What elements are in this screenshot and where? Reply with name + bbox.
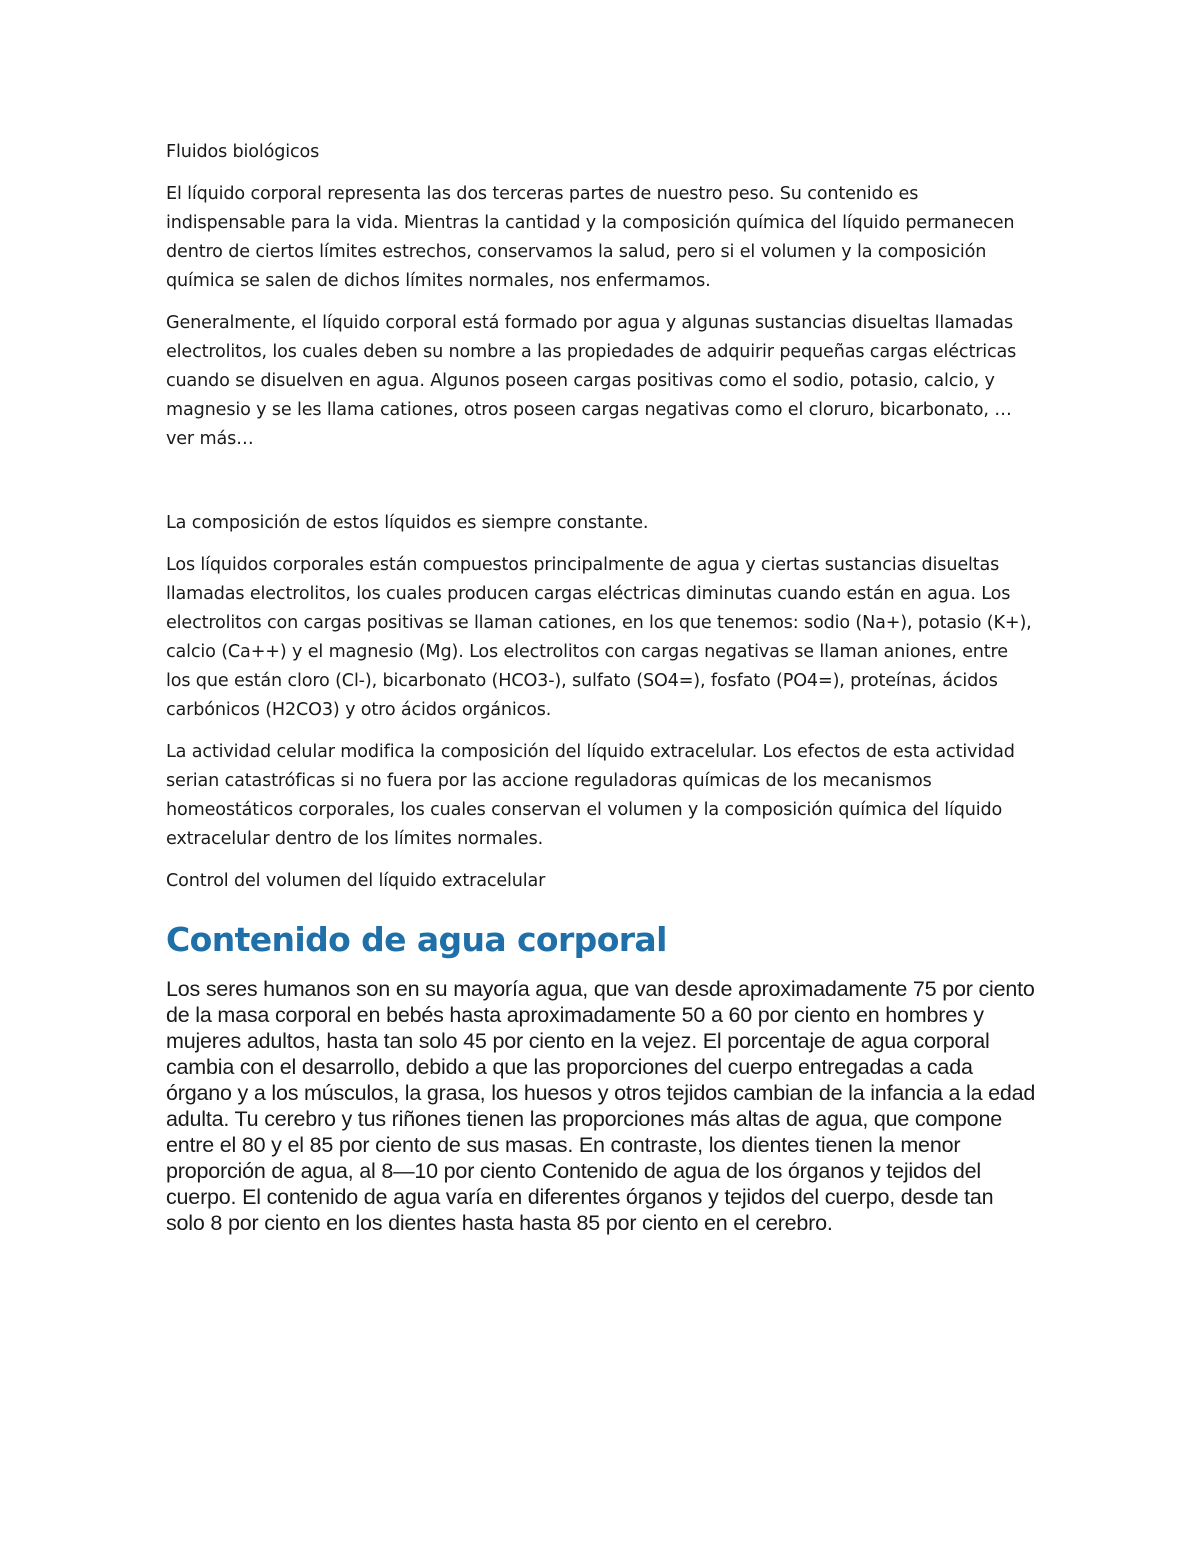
document-title: Fluidos biológicos <box>166 142 320 162</box>
paragraph: La actividad celular modifica la composición del líquido extracelular. Los efectos de esta actividad serian catastróficas si no fuera por las accione reguladoras químicas de los mecanismos homeostáticos corporales, los cuales conservan el volumen y la composición química del líquido extracelular dentro de los límites normales. <box>166 742 1015 849</box>
paragraph: Control del volumen del líquido extracelular <box>166 871 546 891</box>
paragraph: La composición de estos líquidos es siempre constante. <box>166 513 649 533</box>
section-heading: Contenido de agua corporal <box>166 920 667 959</box>
document-page <box>166 138 1036 1236</box>
paragraph: El líquido corporal representa las dos terceras partes de nuestro peso. Su contenido es indispensable para la vida. Mientras la cantidad y la composición química del líquido permanecen dentro de ciertos límites estrechos, conservamos la salud, pero si el volumen y la composición química se salen de dichos límites normales, nos enfermamos. <box>166 184 1015 291</box>
paragraph: Generalmente, el líquido corporal está formado por agua y algunas sustancias disueltas llamadas electrolitos, los cuales deben su nombre a las propiedades de adquirir pequeñas cargas eléctricas cuando se disuelven en agua. Algunos poseen cargas positivas como el sodio, potasio, calcio, y magnesio y se les llama cationes, otros poseen cargas negativas como el cloruro, bicarbonato, …ver más… <box>166 313 1017 449</box>
paragraph: Los líquidos corporales están compuestos principalmente de agua y ciertas sustancias disueltas llamadas electrolitos, los cuales producen cargas eléctricas diminutas cuando están en agua. Los electrolitos con cargas positivas se llaman cationes, en los que tenemos: sodio (Na+), potasio (K+), calcio (Ca++) y el magnesio (Mg). Los electrolitos con cargas negativas se llaman aniones, entre los que están cloro (Cl-), bicarbonato (HCO3-), sulfato (SO4=), fosfato (PO4=), proteínas, ácidos carbónicos (H2CO3) y otro ácidos orgánicos. <box>166 555 1032 720</box>
final-paragraph: Los seres humanos son en su mayoría agua, que van desde aproximadamente 75 por ciento de la masa corporal en bebés hasta aproximadamente 50 a 60 por ciento en hombres y mujeres adultos, hasta tan solo 45 por ciento en la vejez. El porcentaje de agua corporal cambia con el desarrollo, debido a que las proporciones del cuerpo entregadas a cada órgano y a los músculos, la grasa, los huesos y otros tejidos cambian de la infancia a la edad adulta. Tu cerebro y tus riñones tienen las proporciones más altas de agua, que compone entre el 80 y el 85 por ciento de sus masas. En contraste, los dientes tienen la menor proporción de agua, al 8—10 por ciento Contenido de agua de los órganos y tejidos del cuerpo. El contenido de agua varía en diferentes órganos y tejidos del cuerpo, desde tan solo 8 por ciento en los dientes hasta hasta 85 por ciento en el cerebro. <box>166 977 1036 1235</box>
blank-space <box>166 467 1036 509</box>
